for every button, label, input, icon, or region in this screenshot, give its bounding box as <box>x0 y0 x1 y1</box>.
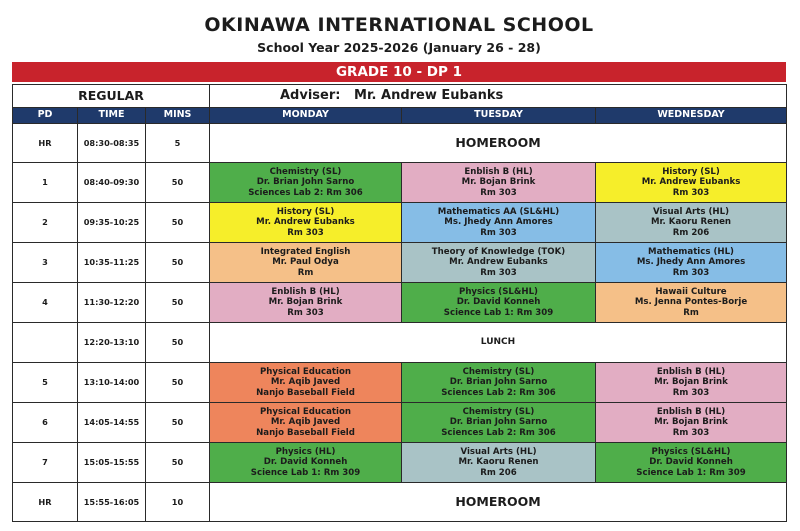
column-header-time: TIME <box>78 108 146 124</box>
class-cell-tuesday <box>402 403 596 443</box>
minutes-cell: 10 <box>146 483 210 522</box>
class-subject: Chemistry (SL) <box>462 367 535 378</box>
class-teacher: Mr. Bojan Brink <box>654 417 728 428</box>
class-cell-tuesday <box>402 243 596 283</box>
class-subject: History (SL) <box>276 207 335 218</box>
class-cell-tuesday <box>402 443 596 483</box>
grade-banner: GRADE 10 - DP 1 <box>12 62 786 82</box>
class-subject: Integrated English <box>260 247 351 258</box>
period-cell: 2 <box>13 203 78 243</box>
schedule-table <box>12 84 787 522</box>
column-header-row <box>13 108 787 124</box>
class-room: Rm 303 <box>480 267 517 278</box>
class-teacher: Dr. David Konneh <box>263 457 348 468</box>
class-room: Rm 303 <box>672 427 710 438</box>
class-subject: Mathematics AA (SL&HL) <box>437 207 560 218</box>
class-cell-tuesday <box>402 283 596 323</box>
class-cell-monday <box>210 243 402 283</box>
lunch-cell: LUNCH <box>210 323 787 363</box>
class-subject: Physical Education <box>259 367 352 378</box>
minutes-cell: 50 <box>146 163 210 203</box>
minutes-cell: 50 <box>146 403 210 443</box>
column-header-pd: PD <box>13 108 78 124</box>
time-cell: 08:30-08:35 <box>78 124 146 163</box>
class-teacher: Dr. David Konneh <box>456 297 541 308</box>
table-row <box>13 443 787 483</box>
class-subject: Mathematics (HL) <box>648 247 734 258</box>
class-room: Rm <box>683 307 699 318</box>
class-teacher: Dr. David Konneh <box>649 457 733 468</box>
class-cell-wednesday <box>596 403 787 443</box>
table-row <box>13 243 787 283</box>
column-header-wednesday: WEDNESDAY <box>596 108 787 124</box>
table-row <box>13 124 787 163</box>
class-room: Science Lab 1: Rm 309 <box>636 467 746 478</box>
minutes-cell: 50 <box>146 203 210 243</box>
period-cell: 3 <box>13 243 78 283</box>
class-teacher: Mr. Bojan Brink <box>461 177 536 188</box>
time-cell: 15:55-16:05 <box>78 483 146 522</box>
class-room: Rm 303 <box>672 387 710 398</box>
homeroom-cell: HOMEROOM <box>210 124 787 163</box>
minutes-cell: 50 <box>146 323 210 363</box>
class-teacher: Mr. Andrew Eubanks <box>256 217 355 228</box>
class-cell-monday <box>210 443 402 483</box>
class-teacher: Dr. Brian John Sarno <box>449 377 548 388</box>
class-cell-wednesday <box>596 443 787 483</box>
class-cell-monday <box>210 203 402 243</box>
class-subject: Hawaii Culture <box>655 287 727 298</box>
class-subject: Physics (SL&HL) <box>459 287 538 298</box>
class-room: Nanjo Baseball Field <box>256 427 355 438</box>
time-cell: 10:35-11:25 <box>78 243 146 283</box>
minutes-cell: 50 <box>146 283 210 323</box>
class-teacher: Dr. Brian John Sarno <box>449 417 548 428</box>
class-teacher: Mr. Aqib Javed <box>270 417 341 428</box>
adviser-name: Mr. Andrew Eubanks <box>354 87 504 103</box>
time-cell: 15:05-15:55 <box>78 443 146 483</box>
class-room: Rm 303 <box>287 227 324 238</box>
class-room: Nanjo Baseball Field <box>256 387 355 398</box>
class-teacher: Dr. Brian John Sarno <box>256 177 355 188</box>
class-cell-monday <box>210 363 402 403</box>
schedule-body <box>13 124 787 522</box>
class-room: Rm 206 <box>672 227 710 238</box>
homeroom-cell: HOMEROOM <box>210 483 787 522</box>
class-teacher: Mr. Bojan Brink <box>654 377 728 388</box>
class-room: Rm 303 <box>480 187 517 198</box>
class-teacher: Mr. Kaoru Renen <box>458 457 539 468</box>
class-cell-tuesday <box>402 163 596 203</box>
minutes-cell: 50 <box>146 363 210 403</box>
table-row <box>13 403 787 443</box>
time-cell: 14:05-14:55 <box>78 403 146 443</box>
period-cell: 7 <box>13 443 78 483</box>
class-subject: Chemistry (SL) <box>269 167 342 178</box>
time-cell: 12:20-13:10 <box>78 323 146 363</box>
class-room: Rm 303 <box>672 187 710 198</box>
period-cell <box>13 323 78 363</box>
class-subject: Physical Education <box>259 407 352 418</box>
class-teacher: Ms. Jhedy Ann Amores <box>444 217 553 228</box>
period-cell: 4 <box>13 283 78 323</box>
class-room: Rm <box>297 267 314 278</box>
adviser-line <box>210 85 787 108</box>
class-room: Rm 303 <box>287 307 324 318</box>
time-cell: 09:35-10:25 <box>78 203 146 243</box>
class-room: Science Lab 1: Rm 309 <box>443 307 554 318</box>
class-subject: Chemistry (SL) <box>462 407 535 418</box>
period-cell: 6 <box>13 403 78 443</box>
class-subject: Physics (SL&HL) <box>651 447 731 458</box>
class-cell-wednesday <box>596 163 787 203</box>
time-cell: 13:10-14:00 <box>78 363 146 403</box>
class-room: Rm 206 <box>480 467 517 478</box>
column-header-tuesday: TUESDAY <box>402 108 596 124</box>
period-cell: HR <box>13 483 78 522</box>
class-room: Sciences Lab 2: Rm 306 <box>441 387 556 398</box>
period-cell: 1 <box>13 163 78 203</box>
class-cell-wednesday <box>596 203 787 243</box>
schedule-sheet <box>8 6 790 526</box>
table-row <box>13 283 787 323</box>
class-subject: Theory of Knowledge (TOK) <box>431 247 566 258</box>
class-teacher: Mr. Andrew Eubanks <box>641 177 741 188</box>
school-title: OKINAWA INTERNATIONAL SCHOOL <box>204 14 594 36</box>
class-cell-monday <box>210 283 402 323</box>
table-row <box>13 483 787 522</box>
class-room: Sciences Lab 2: Rm 306 <box>441 427 556 438</box>
class-cell-wednesday <box>596 243 787 283</box>
class-cell-wednesday <box>596 283 787 323</box>
school-year: School Year 2025-2026 (January 26 - 28) <box>257 40 541 55</box>
column-header-mins: MINS <box>146 108 210 124</box>
period-cell: 5 <box>13 363 78 403</box>
class-teacher: Mr. Aqib Javed <box>270 377 341 388</box>
class-cell-wednesday <box>596 363 787 403</box>
minutes-cell: 50 <box>146 443 210 483</box>
class-cell-tuesday <box>402 203 596 243</box>
table-row <box>13 323 787 363</box>
class-room: Rm 303 <box>672 267 710 278</box>
class-teacher: Mr. Kaoru Renen <box>650 217 732 228</box>
class-cell-monday <box>210 403 402 443</box>
class-subject: Enblish B (HL) <box>656 367 726 378</box>
class-teacher: Mr. Paul Odya <box>272 257 339 268</box>
minutes-cell: 5 <box>146 124 210 163</box>
table-row <box>13 163 787 203</box>
class-room: Science Lab 1: Rm 309 <box>250 467 361 478</box>
time-cell: 11:30-12:20 <box>78 283 146 323</box>
table-row <box>13 203 787 243</box>
class-teacher: Mr. Bojan Brink <box>268 297 343 308</box>
class-room: Rm 303 <box>480 227 517 238</box>
class-subject: Visual Arts (HL) <box>460 447 537 458</box>
class-subject: History (SL) <box>662 167 720 178</box>
time-cell: 08:40-09:30 <box>78 163 146 203</box>
adviser-label: Adviser: <box>280 87 341 103</box>
class-teacher: Ms. Jhedy Ann Amores <box>636 257 746 268</box>
minutes-cell: 50 <box>146 243 210 283</box>
class-teacher: Mr. Andrew Eubanks <box>449 257 548 268</box>
class-subject: Enblish B (HL) <box>656 407 726 418</box>
column-header-monday: MONDAY <box>210 108 402 124</box>
table-row <box>13 363 787 403</box>
class-subject: Physics (HL) <box>275 447 336 458</box>
class-subject: Enblish B (HL) <box>271 287 340 298</box>
schedule-type: REGULAR <box>13 85 210 108</box>
class-subject: Enblish B (HL) <box>464 167 533 178</box>
class-cell-tuesday <box>402 363 596 403</box>
period-cell: HR <box>13 124 78 163</box>
class-subject: Visual Arts (HL) <box>652 207 730 218</box>
class-teacher: Ms. Jenna Pontes-Borje <box>634 297 748 308</box>
class-room: Sciences Lab 2: Rm 306 <box>248 187 363 198</box>
class-cell-monday <box>210 163 402 203</box>
